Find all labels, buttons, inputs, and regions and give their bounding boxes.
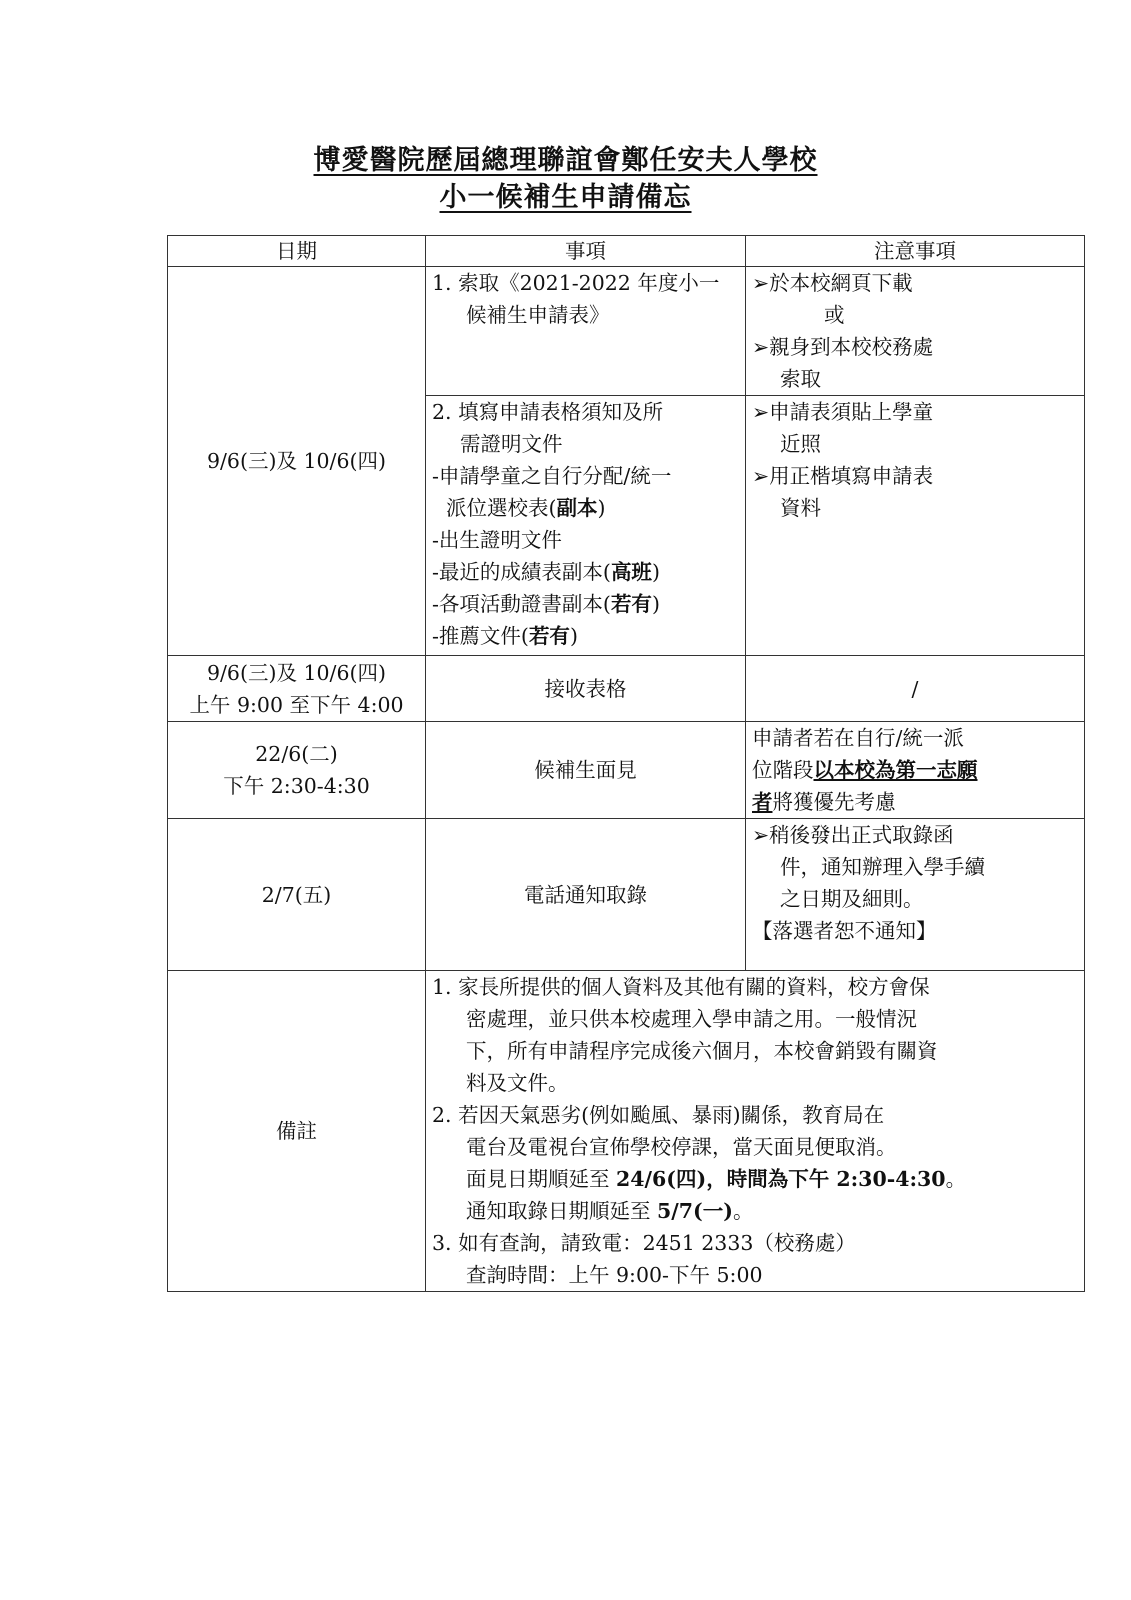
column-header-note: 注意事項 <box>746 236 1085 267</box>
row3-item: 候補生面見 <box>426 722 746 819</box>
row1-date: 9/6(三)及 10/6(四) <box>168 267 426 656</box>
row2-item: 接收表格 <box>426 656 746 722</box>
page-title: 博愛醫院歷屆總理聯誼會鄭任安夫人學校 <box>313 145 818 176</box>
remarks-label: 備註 <box>168 971 426 1292</box>
row3-note: 申請者若在自行/統一派 位階段以本校為第一志願 者將獲優先考慮 <box>746 722 1085 819</box>
row1-item-b: 2. 填寫申請表格須知及所 需證明文件 -申請學童之自行分配/統一 派位選校表(副本) -出生證明文件 -最近的成績表副本(高班) -各項活動證書副本(若有) -推薦文件(若有) <box>426 396 746 656</box>
table-row <box>168 267 1085 396</box>
row4-date: 2/7(五) <box>168 819 426 971</box>
memo-table <box>167 235 1085 1292</box>
table-row <box>168 722 1085 819</box>
row1-item-a: 1. 索取《2021-2022 年度小一 候補生申請表》 <box>426 267 746 396</box>
row3-date: 22/6(二) 下午 2:30-4:30 <box>168 722 426 819</box>
row4-note: ➢稍後發出正式取錄函 件，通知辦理入學手續 之日期及細則。 【落選者恕不通知】 <box>746 819 1085 971</box>
row1-note-b: ➢申請表須貼上學童 近照 ➢用正楷填寫申請表 資料 <box>746 396 1085 656</box>
column-header-item: 事項 <box>426 236 746 267</box>
row2-date: 9/6(三)及 10/6(四) 上午 9:00 至下午 4:00 <box>168 656 426 722</box>
row2-note: / <box>746 656 1085 722</box>
row1-note-a: ➢於本校網頁下載 或 ➢親身到本校校務處 索取 <box>746 267 1085 396</box>
page-subtitle: 小一候補生申請備忘 <box>439 182 692 213</box>
table-row <box>168 656 1085 722</box>
remarks-content: 1. 家長所提供的個人資料及其他有關的資料，校方會保 密處理，並只供本校處理入學申請之用。一般情況 下，所有申請程序完成後六個月，本校會銷毀有關資 料及文件。 2. 若因天氣惡劣(例如颱風、暴雨)關係，教育局在 電台及電視台宣佈學校停課，當天面見便取消。 面見日期順延至 24/6(四)，時間為下午 2:30-4:30。 通知取錄日期順延至 5/7(一)。 3. 如有查詢，請致電：2451 2333（校務處） 查詢時間：上午 9:00-下午 5:00 <box>426 971 1085 1292</box>
remarks-row <box>168 971 1085 1292</box>
row4-item: 電話通知取錄 <box>426 819 746 971</box>
table-row <box>168 819 1085 971</box>
table-header-row <box>168 236 1085 267</box>
column-header-date: 日期 <box>168 236 426 267</box>
